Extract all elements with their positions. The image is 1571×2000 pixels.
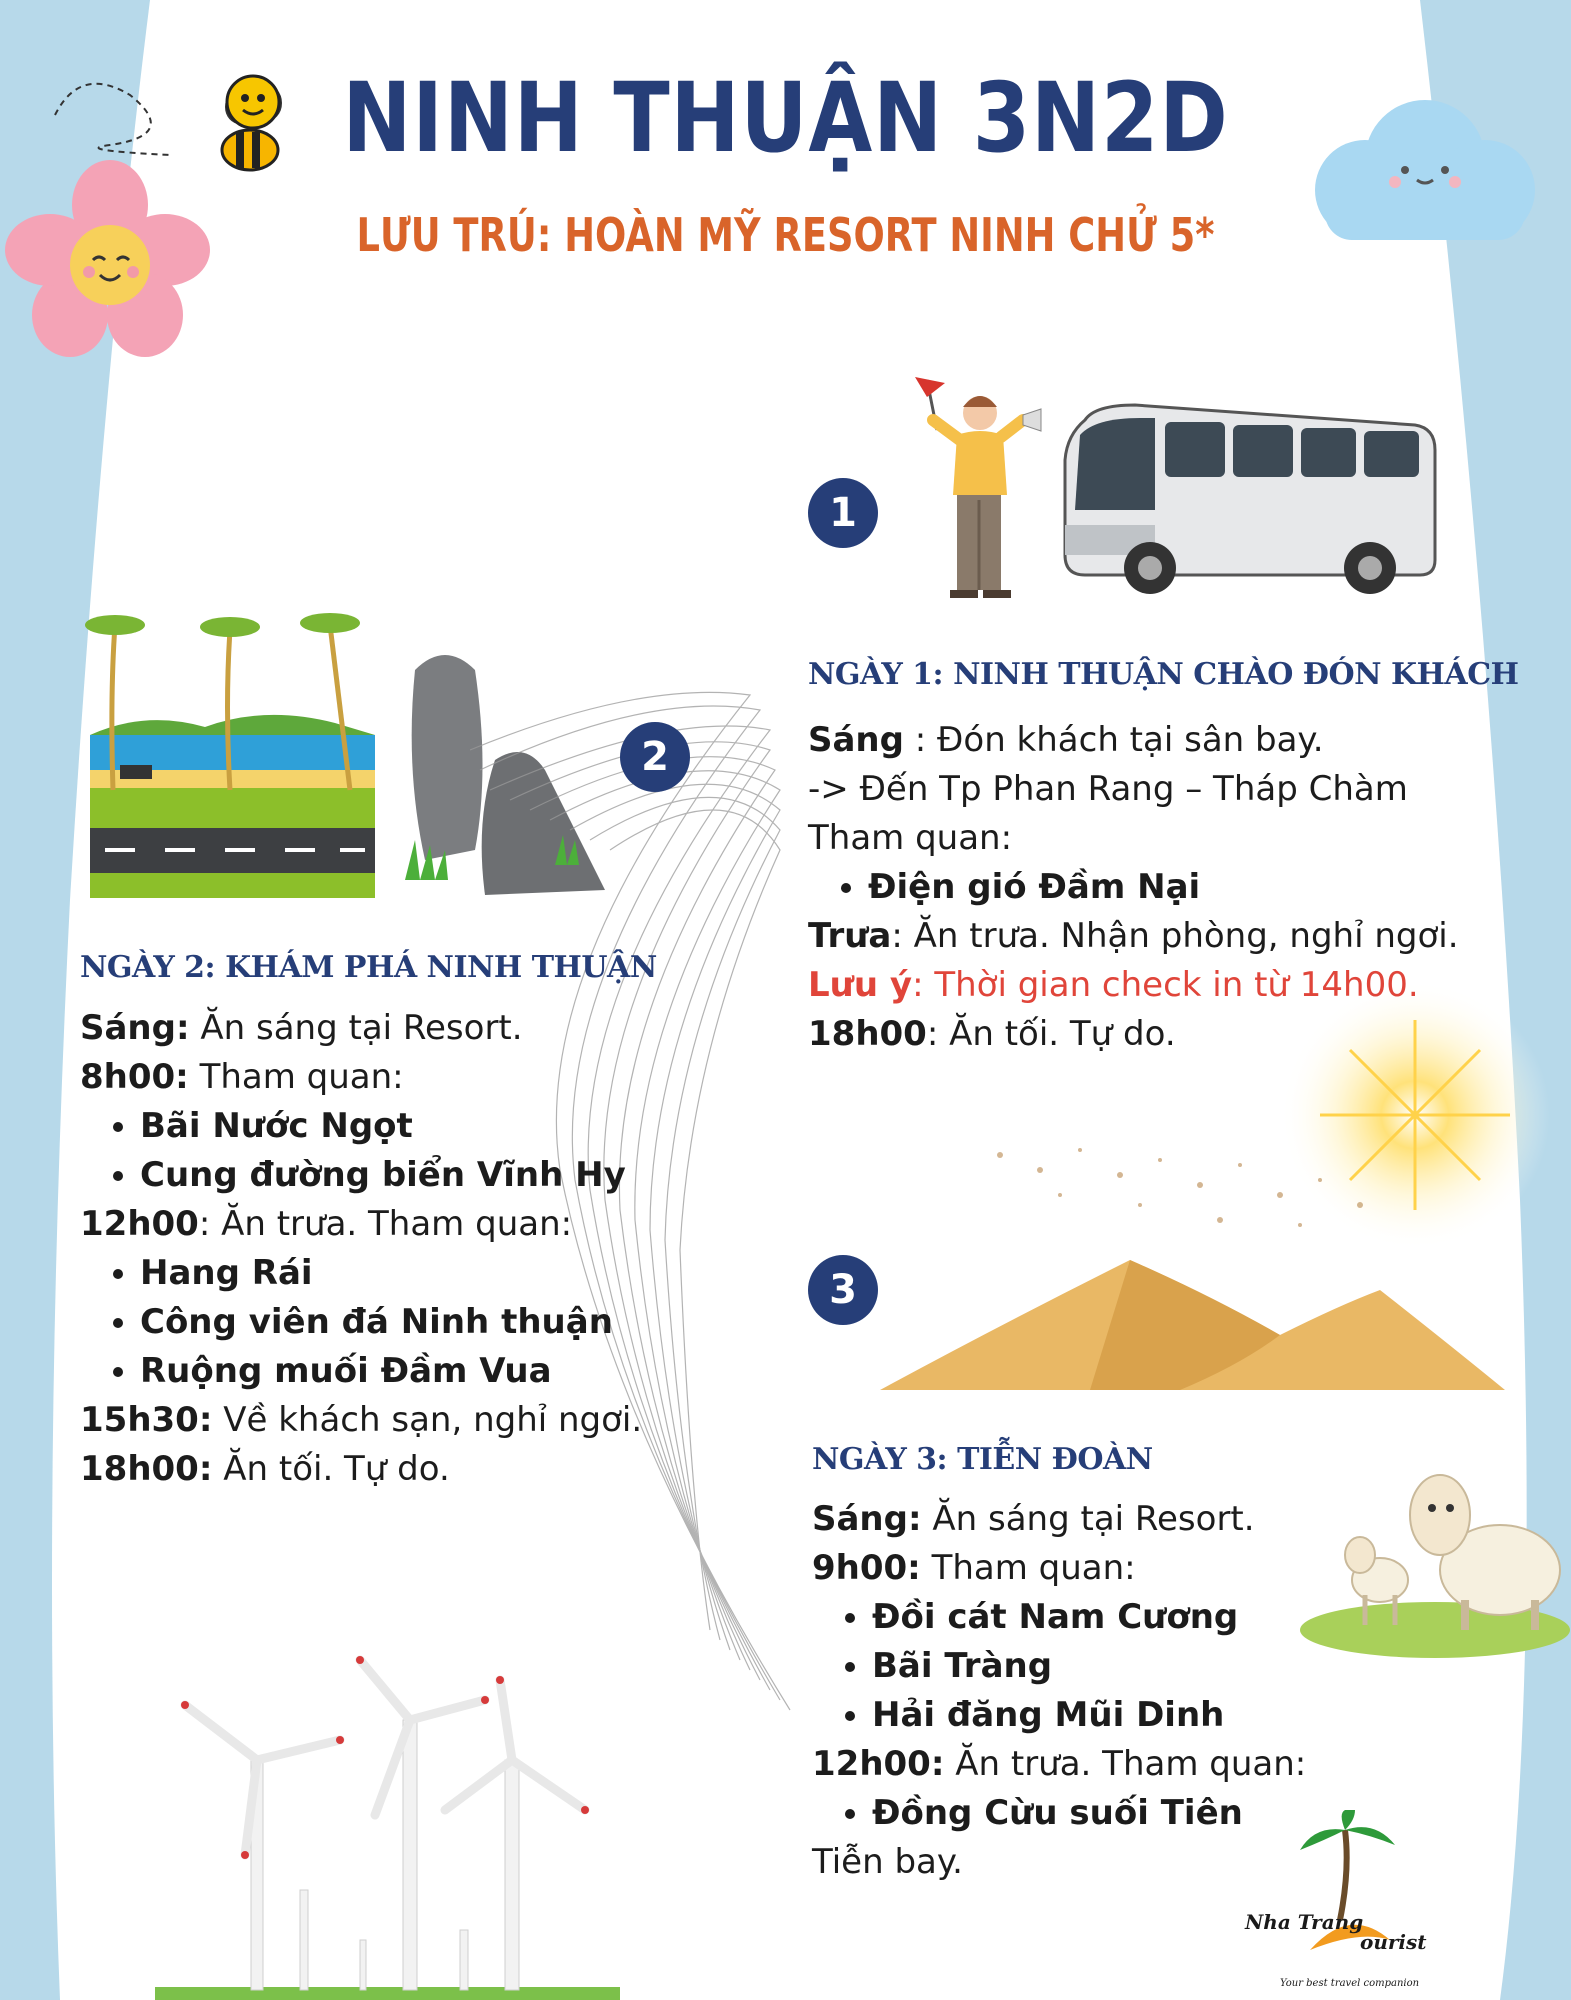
list-item: • Hải đăng Mũi Dinh (872, 1691, 1306, 1740)
day-2-time-4-label: 18h00: (80, 1449, 213, 1489)
day-2-morning-label: Sáng: (80, 1008, 190, 1048)
beach-road-icon (85, 605, 380, 900)
day-1-evening (808, 1010, 1459, 1059)
bus-icon (1055, 400, 1440, 605)
list-item: • Điện gió Đầm Nại (868, 863, 1459, 912)
day-2-time-2-label: 12h00 (80, 1204, 199, 1244)
day-2-heading: NGÀY 2: KHÁM PHÁ NINH THUẬN (80, 950, 657, 985)
wind-turbines-icon (155, 1650, 620, 2000)
logo-name-part-1: Nha Trang (1245, 1910, 1364, 1934)
day-1-noon (808, 912, 1459, 961)
day-3-place-list-1 (812, 1593, 1306, 1740)
day-1-note (808, 961, 1459, 1010)
day-2-time-2 (80, 1200, 642, 1249)
day-3-time-2-text: Ăn trưa. Tham quan: (944, 1744, 1307, 1784)
day-3-time-1-text: Tham quan: (920, 1548, 1136, 1588)
logo-tagline: Your best travel companion (1280, 1978, 1420, 1989)
day-2-time-4 (80, 1445, 642, 1494)
day-1-evening-label: 18h00 (808, 1014, 927, 1054)
day-3-morning-label: Sáng: (812, 1499, 922, 1539)
day-1-noon-text: : Ăn trưa. Nhận phòng, nghỉ ngơi. (891, 916, 1459, 956)
day-2-schedule (80, 1004, 642, 1494)
day-2-time-1-text: Tham quan: (188, 1057, 404, 1097)
day-3-morning-text: Ăn sáng tại Resort. (921, 1499, 1255, 1539)
day-1-schedule (808, 716, 1459, 1059)
day-3-schedule (812, 1495, 1306, 1887)
list-item: • Công viên đá Ninh thuận (140, 1298, 642, 1347)
day-2-time-4-text: Ăn tối. Tự do. (212, 1449, 450, 1489)
day-3-place-list-2 (812, 1789, 1306, 1838)
day-2-time-2-text: : Ăn trưa. Tham quan: (198, 1204, 573, 1244)
day-2-number-badge: 2 (620, 722, 690, 792)
day-1-note-label: Lưu ý (808, 965, 913, 1005)
page-title: NINH THUẬN 3N2D (342, 62, 1229, 174)
day-2-time-1-label: 8h00: (80, 1057, 189, 1097)
day-1-evening-text: : Ăn tối. Tự do. (926, 1014, 1176, 1054)
page-subtitle: LƯU TRÚ: HOÀN MỸ RESORT NINH CHỬ 5* (356, 208, 1215, 262)
day-2-time-1 (80, 1053, 642, 1102)
day-1-number-badge: 1 (808, 478, 878, 548)
day-1-line-2: -> Đến Tp Phan Rang – Tháp Chàm (808, 769, 1408, 809)
day-2-morning (80, 1004, 642, 1053)
day-3-number-badge: 3 (808, 1255, 878, 1325)
day-1-note-text: : Thời gian check in từ 14h00. (912, 965, 1419, 1005)
sheep-icon (1300, 1460, 1570, 1660)
day-2-place-list-1 (80, 1102, 642, 1200)
day-3-time-1 (812, 1544, 1306, 1593)
day-2-place-list-2 (80, 1249, 642, 1396)
day-2-morning-text: Ăn sáng tại Resort. (189, 1008, 523, 1048)
list-item: • Bãi Tràng (872, 1642, 1306, 1691)
day-3-morning (812, 1495, 1306, 1544)
day-2-time-3 (80, 1396, 642, 1445)
day-1-noon-label: Trưa (808, 916, 892, 956)
day-2-time-3-label: 15h30: (80, 1400, 213, 1440)
logo-name-part-2: ourist (1360, 1930, 1427, 1954)
list-item: • Cung đường biển Vĩnh Hy (140, 1151, 642, 1200)
day-1-morning (808, 716, 1459, 765)
day-3-closing: Tiễn bay. (812, 1842, 963, 1882)
day-1-heading: NGÀY 1: NINH THUẬN CHÀO ĐÓN KHÁCH (808, 657, 1519, 692)
day-3-heading: NGÀY 3: TIỄN ĐOÀN (812, 1442, 1153, 1477)
day-1-place-list (808, 863, 1459, 912)
day-1-line-3: Tham quan: (808, 818, 1013, 858)
tour-guide-icon (905, 375, 1055, 610)
day-1-morning-text: : Đón khách tại sân bay. (903, 720, 1324, 760)
list-item: • Ruộng muối Đầm Vua (140, 1347, 642, 1396)
day-3-time-1-label: 9h00: (812, 1548, 921, 1588)
list-item: • Hang Rái (140, 1249, 642, 1298)
day-1-morning-label: Sáng (808, 720, 904, 760)
list-item: • Đồi cát Nam Cương (872, 1593, 1306, 1642)
day-3-time-2-label: 12h00: (812, 1744, 945, 1784)
sand-dunes-icon (880, 1125, 1505, 1395)
list-item: • Bãi Nước Ngọt (140, 1102, 642, 1151)
day-3-time-2 (812, 1740, 1306, 1789)
day-2-time-3-text: Về khách sạn, nghỉ ngơi. (212, 1400, 643, 1440)
list-item: • Đồng Cừu suối Tiên (872, 1789, 1306, 1838)
